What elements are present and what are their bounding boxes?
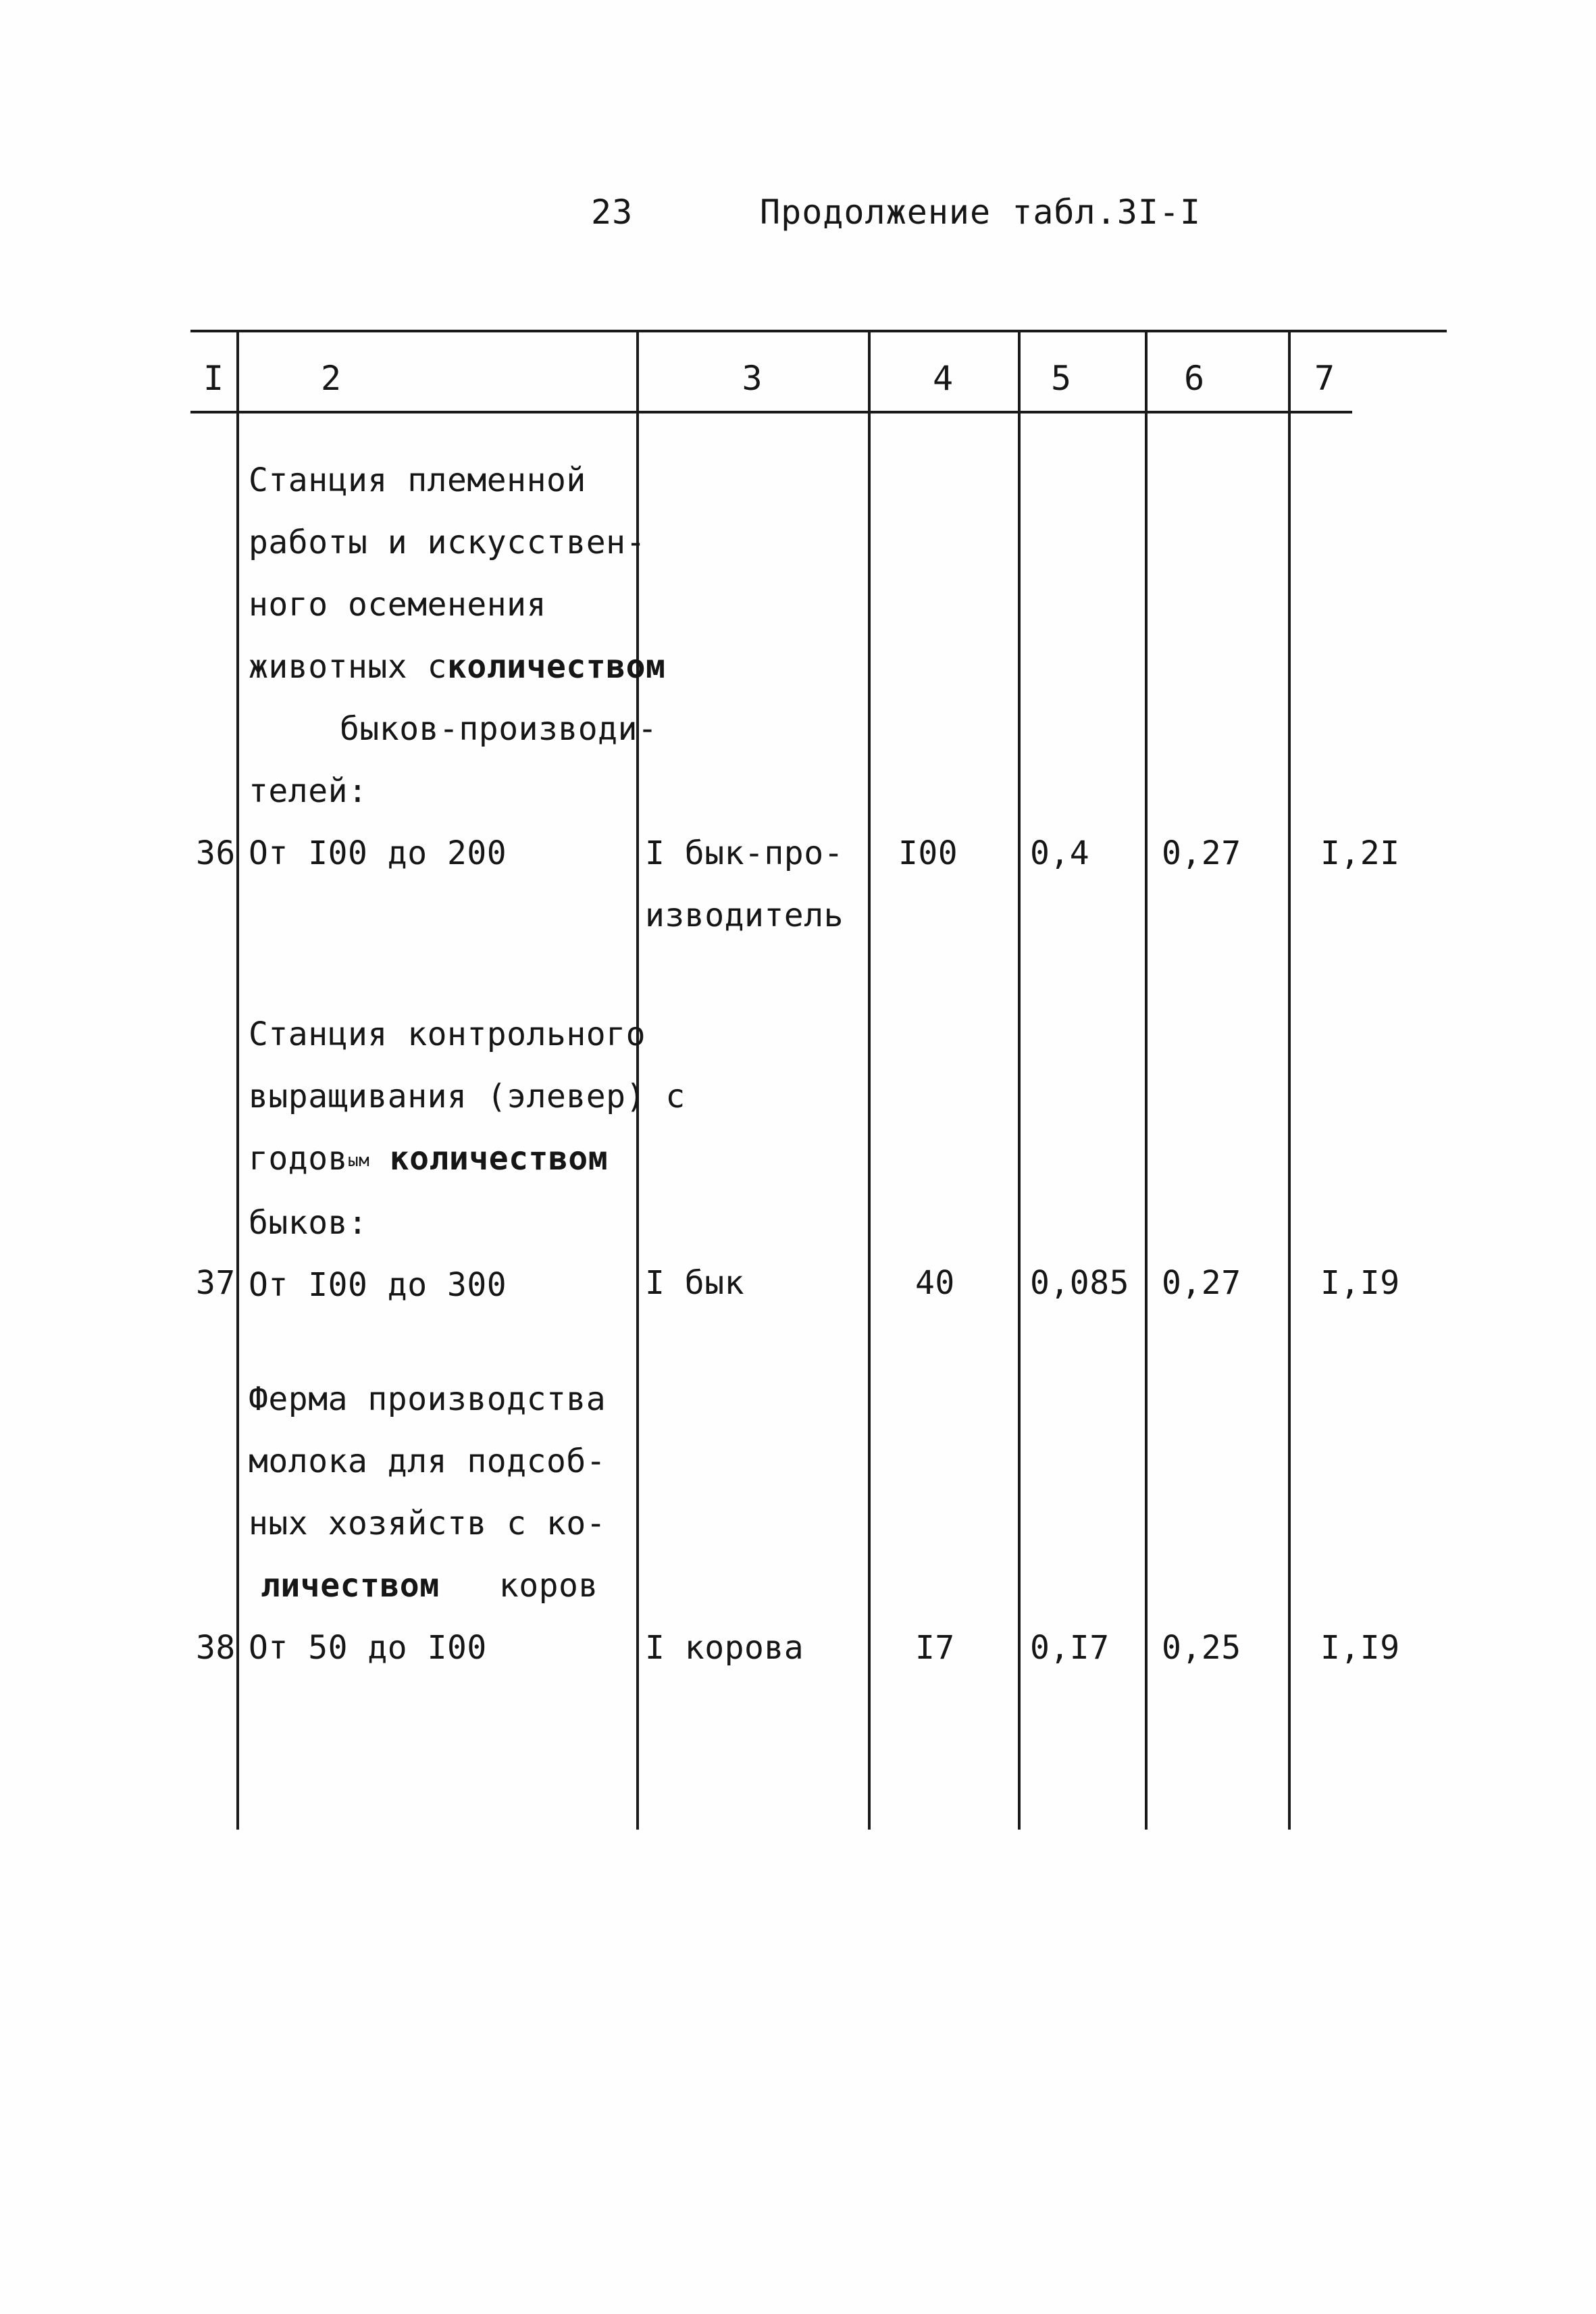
unit-line: I бык-про- [645,834,844,872]
description-line [249,1128,686,1192]
column-divider-3 [868,330,871,1830]
description-line: быков: [249,1204,368,1242]
description-line: выращивания (элевер) с [249,1078,686,1115]
col6-value: 0,27 [1162,834,1241,872]
col5-value: 0,4 [1030,834,1090,872]
description-line: молока для подсоб- [249,1442,607,1480]
col5-value: 0,I7 [1030,1629,1110,1667]
col6-value: 0,25 [1162,1629,1241,1667]
table-row-description [249,1003,686,1316]
col4-value: I7 [915,1629,955,1667]
column-header-4: 4 [932,359,954,398]
col5-value: 0,085 [1030,1264,1129,1302]
col7-value: I,I9 [1320,1264,1400,1302]
unit-cell [645,822,844,947]
description-line [249,636,665,698]
column-divider-4 [1018,330,1021,1830]
table-top-rule [190,330,1447,332]
description-line: От I00 до 300 [249,1266,507,1304]
description-fragment-bold: количеством [389,1140,609,1178]
column-header-5: 5 [1050,359,1072,398]
col7-value: I,I9 [1320,1629,1400,1667]
row-number: 38 [196,1629,236,1667]
column-divider-6 [1288,330,1291,1830]
unit-line: I бык [645,1264,744,1302]
column-header-2: 2 [320,359,342,398]
description-fragment-bold: личеством [261,1567,440,1605]
column-header-1: I [203,359,224,398]
col4-value: 40 [915,1264,955,1302]
description-fragment: годов [249,1140,348,1178]
col4-value: I00 [898,834,958,872]
description-fragment-bold: количеством [446,648,666,686]
unit-line: I корова [645,1629,804,1667]
description-line: Ферма производства [249,1380,607,1418]
column-header-7: 7 [1314,359,1335,398]
column-divider-1 [236,330,239,1830]
unit-line: изводитель [645,897,844,934]
table-row-description [249,1368,606,1679]
table-header-rule [190,411,1352,413]
description-line: От 50 до I00 [249,1629,487,1667]
column-header-3: 3 [742,359,763,398]
row-number: 36 [196,834,236,872]
description-line: ного осеменения [249,586,546,624]
description-line: быков-производи- [340,710,658,748]
column-divider-5 [1145,330,1148,1830]
description-fragment: животных с [249,648,447,686]
table-continuation-title: Продолжение табл.3I-I [760,193,1202,232]
description-line: работы и искусствен- [249,524,646,561]
page-number: 23 [591,193,634,232]
unit-cell [645,1617,804,1679]
description-line: ных хозяйств с ко- [249,1505,607,1542]
description-fragment-small: ым [348,1151,370,1171]
description-line: Станция племенной [249,461,586,499]
description-line: От I00 до 200 [249,834,507,872]
col6-value: 0,27 [1162,1264,1241,1302]
col7-value: I,2I [1320,834,1400,872]
row-number: 37 [196,1264,236,1302]
unit-cell [645,1252,744,1314]
description-line: Станция контрольного [249,1015,646,1053]
description-line [249,1555,606,1617]
table-row-description [249,449,665,884]
column-header-6: 6 [1183,359,1205,398]
description-fragment: коров [498,1567,598,1605]
description-line: телей: [249,772,368,810]
